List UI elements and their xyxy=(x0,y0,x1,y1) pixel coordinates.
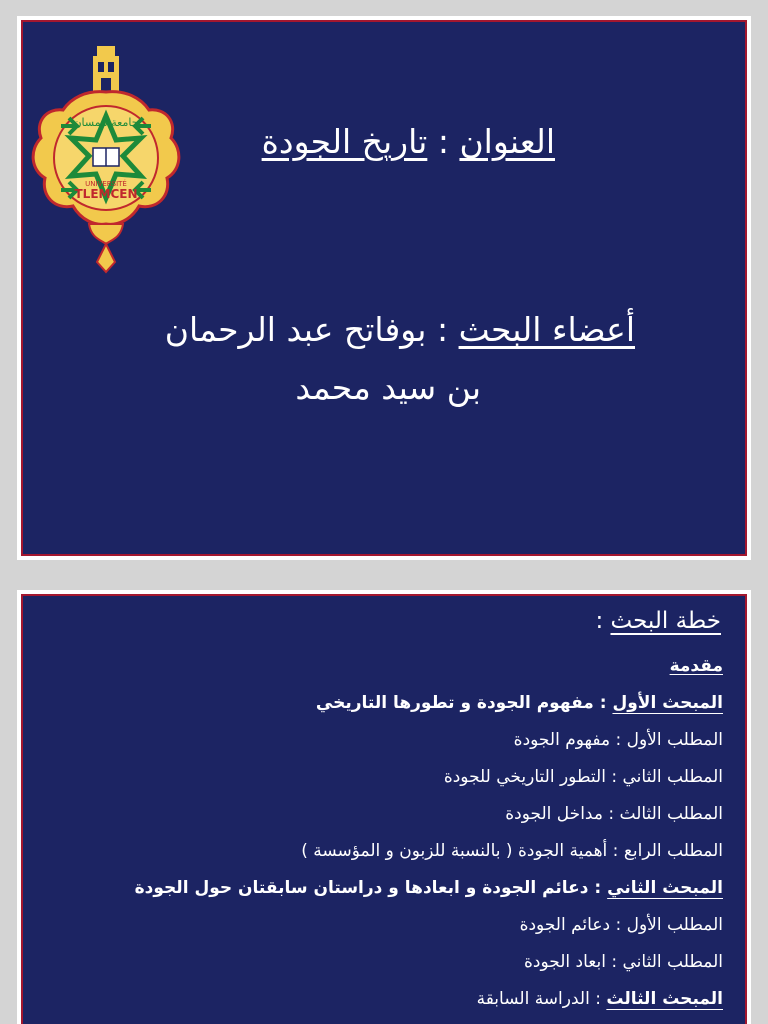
title-slide xyxy=(17,16,751,560)
plan-item: المبحث الثاني : دعائم الجودة و ابعادها و دراستان سابقتان حول الجودة xyxy=(134,878,723,898)
title-separator: : xyxy=(427,122,460,161)
slide-background xyxy=(23,596,745,1024)
svg-text:جامعة تلمسان: جامعة تلمسان xyxy=(73,116,139,129)
logo-bottom-ornament xyxy=(97,244,115,272)
plan-item: المطلب الأول : مفهوم الجودة xyxy=(513,730,723,750)
plan-item: المطلب الثاني : ابعاد الجودة xyxy=(523,952,723,972)
member-name-1: بوفاتح عبد الرحمان xyxy=(164,310,427,349)
members-label: أعضاء البحث xyxy=(458,310,635,349)
member-name-2: بن سيد محمد xyxy=(295,368,481,407)
plan-title-text: خطة البحث xyxy=(610,608,721,634)
slide-background xyxy=(23,22,745,554)
plan-item: المطلب الرابع : أهمية الجودة ( بالنسبة للزبون و المؤسسة ) xyxy=(301,841,723,861)
members-line xyxy=(165,310,635,349)
logo-tower-top xyxy=(97,46,115,56)
plan-list xyxy=(43,648,723,1018)
plan-item: المطلب الثالث : مداخل الجودة xyxy=(505,804,723,824)
title-label: العنوان xyxy=(459,122,555,161)
slide-title xyxy=(262,122,555,161)
members-separator: : xyxy=(426,310,459,349)
plan-slide xyxy=(17,590,751,1024)
plan-item: المبحث الأول : مفهوم الجودة و تطورها التاريخي xyxy=(315,693,723,713)
plan-title-suffix: : xyxy=(595,608,611,634)
plan-item: المطلب الأول : دعائم الجودة xyxy=(519,915,723,935)
title-value: تاريخ الجودة xyxy=(261,122,428,161)
plan-item: المبحث الثالث : الدراسة السابقة xyxy=(476,989,723,1009)
plan-item: المطلب الثاني : التطور التاريخي للجودة xyxy=(443,767,723,787)
university-logo xyxy=(31,40,181,278)
plan-intro: مقدمة xyxy=(669,656,723,676)
plan-title xyxy=(595,608,721,634)
svg-text:TLEMCEN: TLEMCEN xyxy=(74,187,138,201)
svg-text:UNIVERSITÉ: UNIVERSITÉ xyxy=(85,180,127,188)
